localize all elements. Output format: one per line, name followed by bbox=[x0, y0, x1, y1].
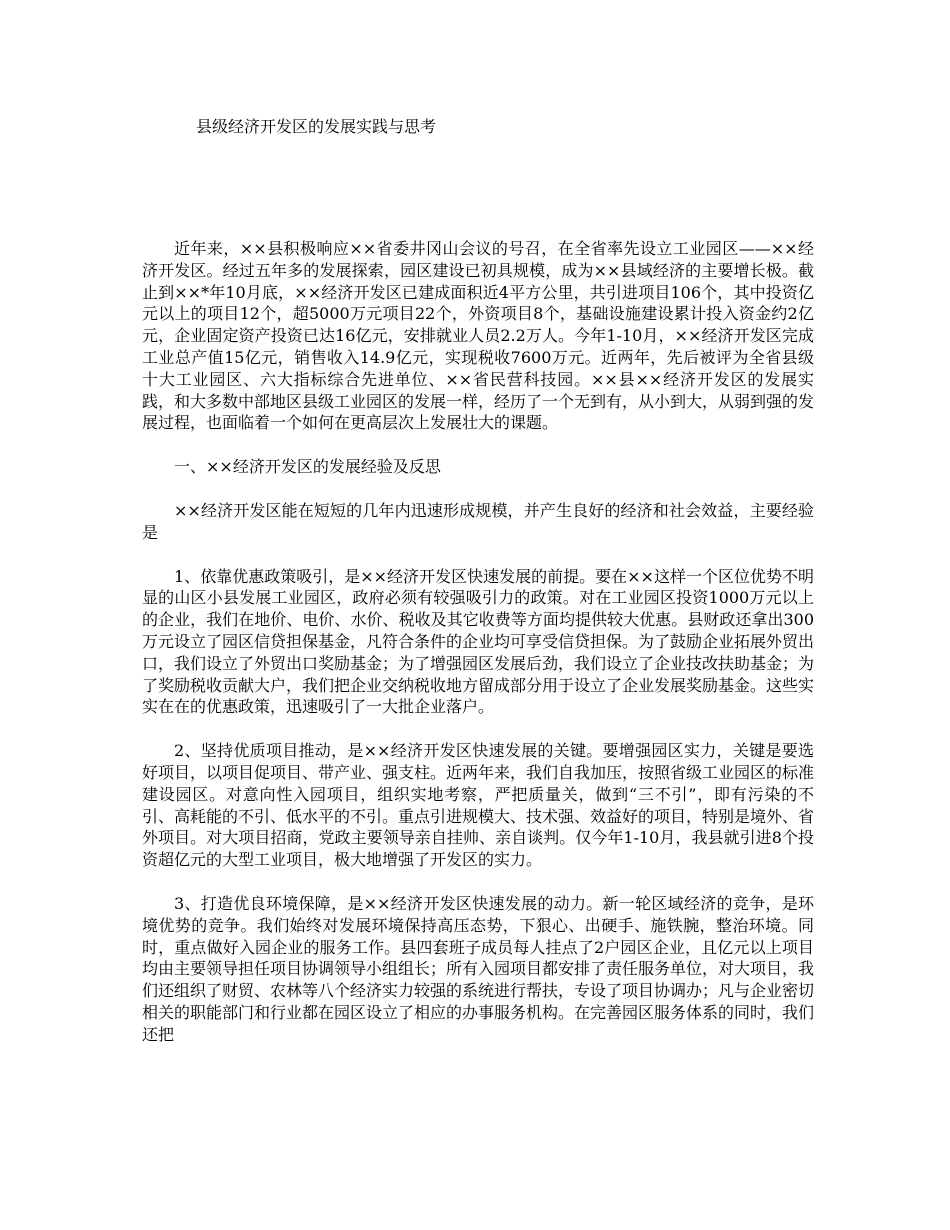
experience-point-2-paragraph: 2、坚持优质项目推动，是××经济开发区快速发展的关键。要增强园区实力，关键是要选好项目，以项目促项目、带产业、强支柱。近两年来，我们自我加压，按照省级工业园区的标准建设园区。对意向性入园项目，组织实地考察，严把质量关，做到“三不引”，即有污染的不引、高耗能的不引、低水平的不引。重点引进规模大、技术强、效益好的项目，特别是境外、省外项目。对大项目招商，党政主要领导亲自挂帅、亲自谈判。仅今年1-10月，我县就引进8个投资超亿元的大型工业项目，极大地增强了开发区的实力。 bbox=[142, 741, 815, 870]
intro-paragraph: 近年来，××县积极响应××省委井冈山会议的号召，在全省率先设立工业园区——××经济开发区。经过五年多的发展探索，园区建设已初具规模，成为××县域经济的主要增长极。截止到××*年10月底，××经济开发区已建成面积近4平方公里，共引进项目106个，其中投资亿元以上的项目12个，超5000万元项目22个，外资项目8个，基础设施建设累计投入资金约2亿元，企业固定资产投资已达16亿元，安排就业人员2.2万人。今年1-10月，××经济开发区完成工业总产值15亿元，销售收入14.9亿元，实现税收7600万元。近两年，先后被评为全省县级十大工业园区、六大指标综合先进单位、××省民营科技园。××县××经济开发区的发展实践，和大多数中部地区县级工业园区的发展一样，经历了一个无到有，从小到大，从弱到强的发展过程，也面临着一个如何在更高层次上发展壮大的课题。 bbox=[142, 239, 815, 433]
document-title: 县级经济开发区的发展实践与思考 bbox=[196, 117, 437, 136]
experience-summary-paragraph: ××经济开发区能在短短的几年内迅速形成规模，并产生良好的经济和社会效益，主要经验是 bbox=[142, 500, 814, 542]
experience-point-3-paragraph: 3、打造优良环境保障，是××经济开发区快速发展的动力。新一轮区域经济的竞争，是环境优势的竞争。我们始终对发展环境保持高压态势，下狠心、出硬手、施铁腕，整治环境。同时，重点做好入园企业的服务工作。县四套班子成员每人挂点了2户园区企业，且亿元以上项目均由主要领导担任项目协调领导小组组长；所有入园项目都安排了责任服务单位，对大项目，我们还组织了财贸、农林等八个经济实力较强的系统进行帮扶，专设了项目协调办；凡与企业密切相关的职能部门和行业都在园区设立了相应的办事服务机构。在完善园区服务体系的同时，我们还把 bbox=[142, 893, 815, 1044]
section-heading: 一、××经济开发区的发展经验及反思 bbox=[174, 457, 441, 477]
document-body bbox=[142, 238, 814, 1068]
experience-point-1-paragraph: 1、依靠优惠政策吸引，是××经济开发区快速发展的前提。要在××这样一个区位优势不明显的山区小县发展工业园区，政府必须有较强吸引力的政策。对在工业园区投资1000万元以上的企业，我们在地价、电价、水价、税收及其它收费等方面均提供较大优惠。县财政还拿出300万元设立了园区信贷担保基金，凡符合条件的企业均可享受信贷担保。为了鼓励企业拓展外贸出口，我们设立了外贸出口奖励基金；为了增强园区发展后劲，我们设立了企业技改扶助基金；为了奖励税收贡献大户，我们把企业交纳税收地方留成部分用于设立了企业发展奖励基金。这些实实在在的优惠政策，迅速吸引了一大批企业落户。 bbox=[142, 566, 815, 717]
